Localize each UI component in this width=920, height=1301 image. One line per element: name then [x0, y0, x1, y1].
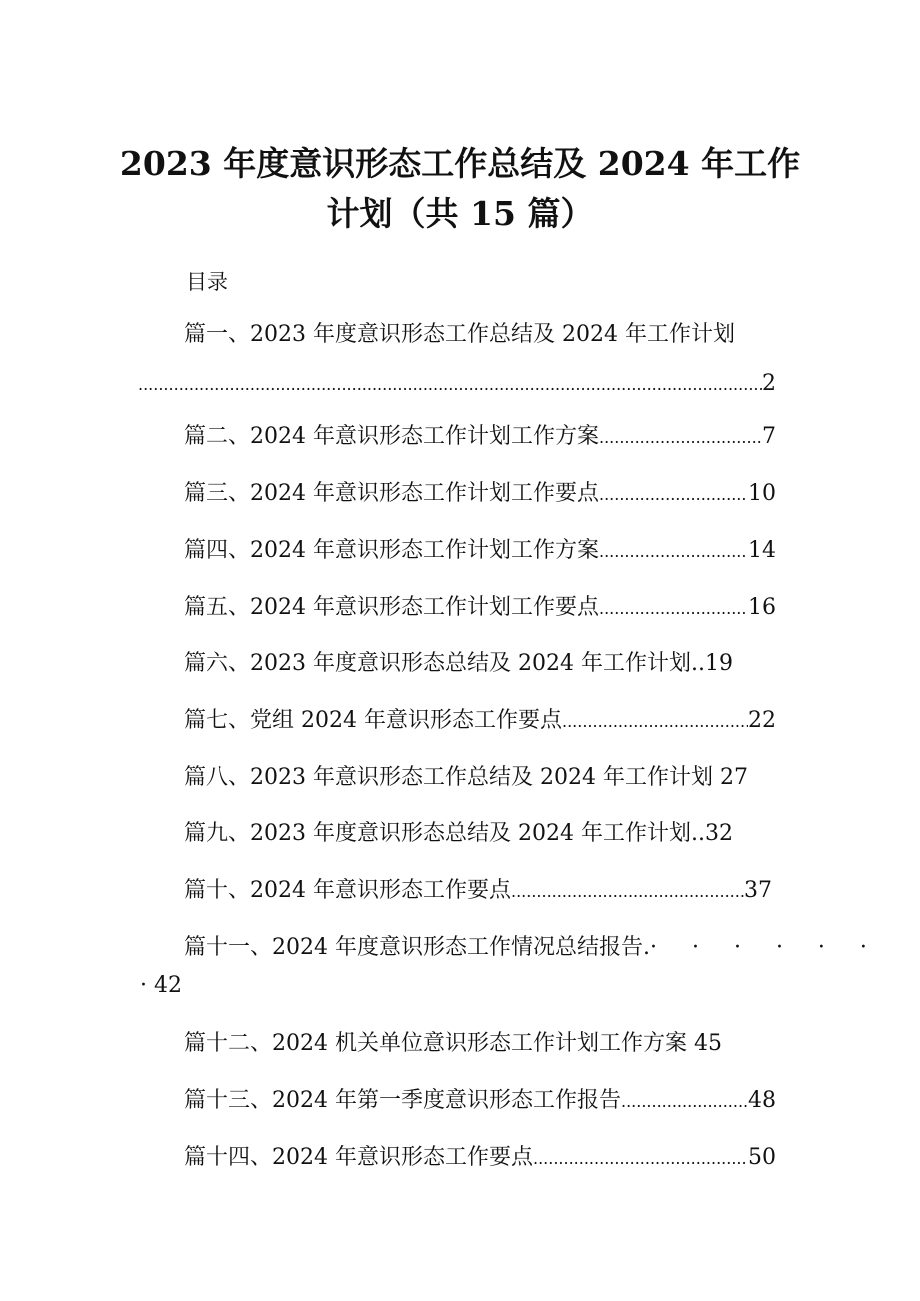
toc-entry-title: 篇七、党组 2024 年意识形态工作要点	[184, 708, 562, 733]
toc-entry-1-title[interactable]: 篇一、2023 年度意识形态工作总结及 2024 年工作计划	[184, 322, 735, 347]
dot-leader	[599, 422, 762, 454]
toc-entry-12[interactable]: 篇十二、2024 机关单位意识形态工作计划工作方案 45	[184, 1031, 722, 1056]
dot-leader	[599, 479, 748, 511]
toc-page-number: 2	[762, 371, 776, 396]
toc-entry-9[interactable]: 篇九、2023 年度意识形态总结及 2024 年工作计划..32	[184, 821, 733, 846]
toc-page-number: 37	[744, 878, 772, 903]
toc-entry-title: 篇十四、2024 年意识形态工作要点	[184, 1145, 533, 1170]
toc-entry-4[interactable]	[184, 535, 776, 567]
toc-entry-11[interactable]	[184, 932, 881, 964]
toc-entry-5[interactable]	[184, 592, 776, 624]
toc-page-number: 16	[748, 595, 776, 620]
toc-page-number: 7	[762, 424, 776, 449]
document-title-line-2: 计划（共 15 篇）	[326, 194, 594, 233]
toc-entry-title: 篇三、2024 年意识形态工作计划工作要点	[184, 481, 599, 506]
dot-leader	[138, 369, 762, 401]
toc-heading: 目录	[186, 270, 228, 294]
toc-page-number: 42	[154, 973, 182, 998]
toc-entry-8[interactable]: 篇八、2023 年意识形态工作总结及 2024 年工作计划 27	[184, 765, 748, 790]
toc-entry-1-leader[interactable]	[138, 368, 776, 400]
dot-leader	[621, 1086, 748, 1118]
dot-leader	[562, 706, 748, 738]
toc-entry-title: 篇五、2024 年意识形态工作计划工作要点	[184, 595, 599, 620]
dot-leader	[511, 876, 744, 908]
toc-entry-14[interactable]	[184, 1142, 776, 1174]
toc-entry-title: 篇二、2024 年意识形态工作计划工作方案	[184, 424, 599, 449]
toc-entry-7[interactable]	[184, 705, 776, 737]
toc-entry-title: 篇十三、2024 年第一季度意识形态工作报告	[184, 1088, 621, 1113]
toc-entry-title: 篇四、2024 年意识形态工作计划工作方案	[184, 538, 599, 563]
document-title-line-1: 2023 年度意识形态工作总结及 2024 年工作	[119, 144, 801, 183]
toc-entry-11-page-line[interactable]	[140, 970, 182, 1002]
dot-leader: · · · · · ·	[649, 935, 881, 960]
toc-entry-title: 篇十、2024 年意识形态工作要点	[184, 878, 511, 903]
dot-leader	[599, 536, 748, 568]
toc-entry-6[interactable]: 篇六、2023 年度意识形态总结及 2024 年工作计划..19	[184, 651, 733, 676]
dot-leader: ·	[140, 973, 147, 998]
toc-entry-2[interactable]	[184, 421, 776, 453]
toc-entry-13[interactable]	[184, 1085, 776, 1117]
toc-entry-10[interactable]	[184, 875, 772, 907]
dot-leader	[599, 593, 748, 625]
toc-page-number: 14	[748, 538, 776, 563]
toc-entry-3[interactable]	[184, 478, 776, 510]
toc-entry-title: 篇十一、2024 年度意识形态工作情况总结报告.	[184, 935, 650, 960]
toc-page-number: 50	[748, 1145, 776, 1170]
toc-page-number: 48	[748, 1088, 776, 1113]
dot-leader	[533, 1143, 748, 1175]
toc-page-number: 10	[748, 481, 776, 506]
toc-page-number: 22	[748, 708, 776, 733]
